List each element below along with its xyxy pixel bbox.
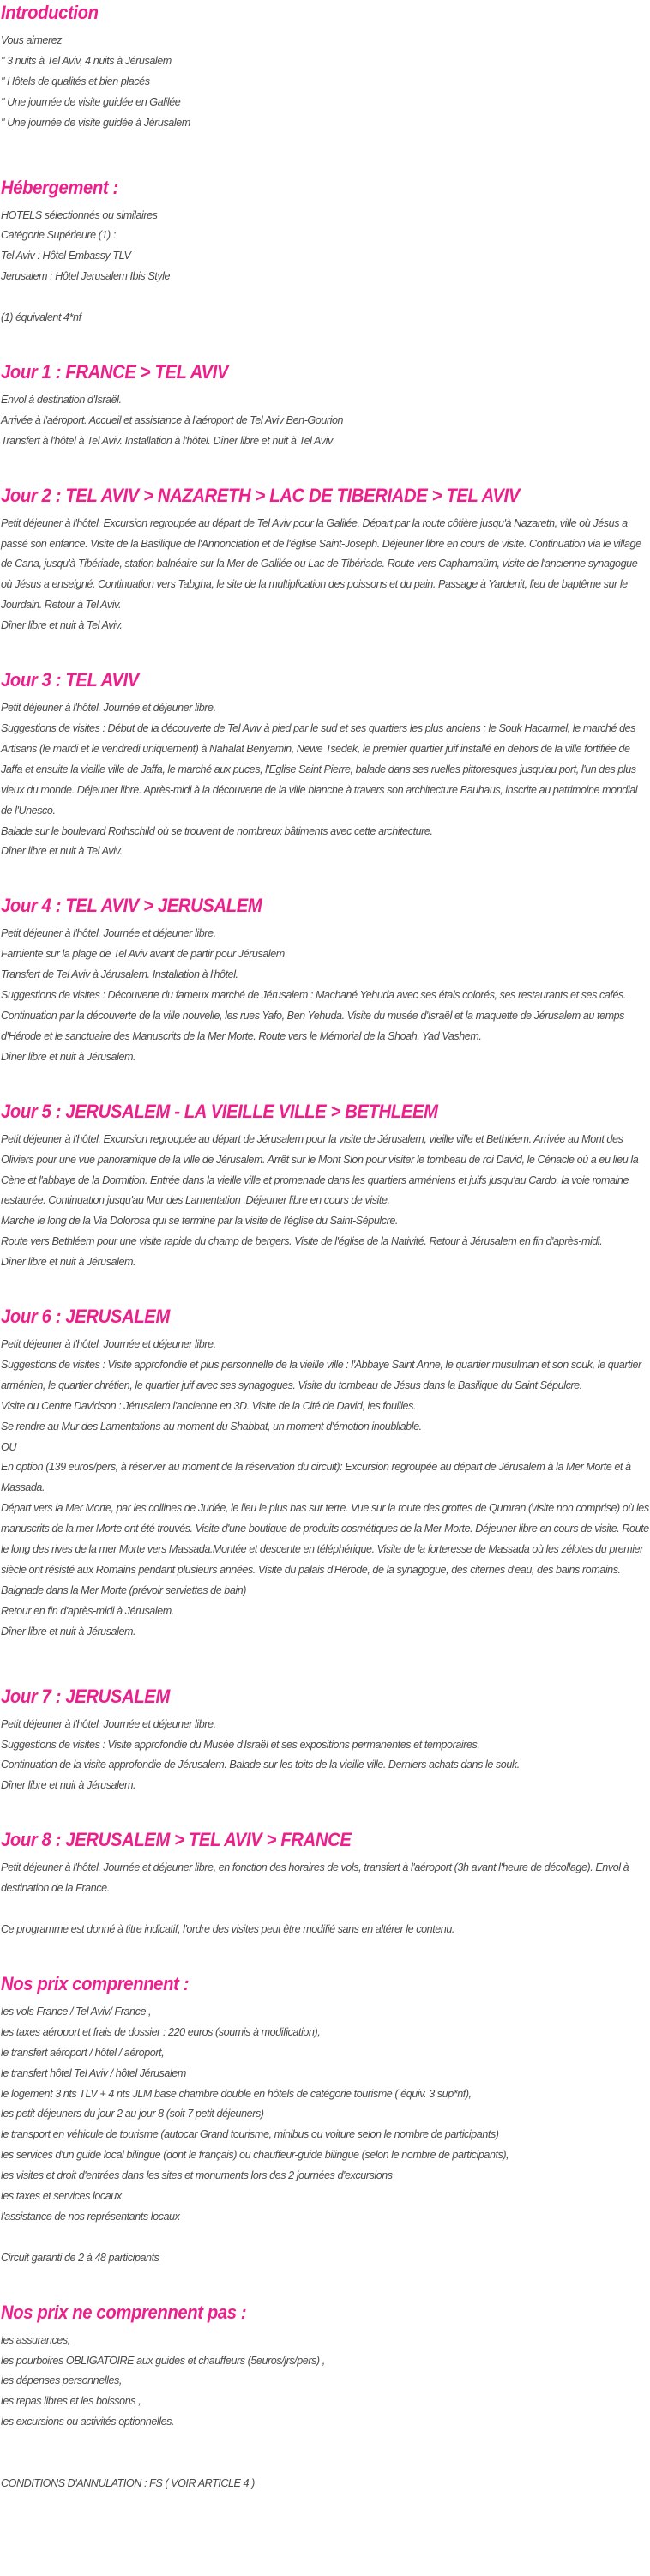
spacer bbox=[1, 862, 650, 893]
included-item: les visites et droit d'entrées dans les sites et monuments lors des 2 journées d'excursions bbox=[1, 2169, 393, 2182]
included-item: les taxes et services locaux bbox=[1, 2190, 122, 2203]
blank-line bbox=[1, 287, 650, 308]
day-2-body bbox=[1, 514, 650, 636]
guarantee-text: Circuit garanti de 2 à 48 participants bbox=[1, 2251, 159, 2264]
blank-line bbox=[1, 2228, 650, 2248]
blank-line bbox=[1, 1899, 650, 1920]
hebergement-line: Catégorie Supérieure (1) : bbox=[1, 229, 116, 242]
blank-line bbox=[1, 2433, 650, 2453]
day-5-section bbox=[1, 1099, 650, 1273]
day-1-title: Jour 1 : FRANCE > TEL AVIV bbox=[1, 360, 229, 383]
day-paragraph: Dîner libre et nuit à Jérusalem. bbox=[1, 1779, 136, 1792]
spacer bbox=[1, 134, 650, 175]
spacer bbox=[1, 452, 650, 483]
spacer bbox=[1, 1068, 650, 1099]
day-paragraph: Petit déjeuner à l'hôtel. Excursion regroupée au départ de Jérusalem pour la visite de Jérusalem, vieille ville et Bethléem. Arrivée au Mont des Oliviers pour une vue panoramique de la ville de Jérusalem. Arrêt sur le Mont Sion pour visiter le tombeau de roi David, le Cénacle où a eu lieu la Cène et l'abbaye de la Dormition. Entrée dans la vieille ville et promenade dans les quartiers arméniens et juifs jusqu'au Cardo, la voie romaine restaurée. Continuation jusqu'au Mur des Lamentation .Déjeuner libre en cours de visite. bbox=[1, 1132, 639, 1207]
not-included-item: les dépenses personnelles, bbox=[1, 2374, 122, 2387]
day-5-body bbox=[1, 1130, 650, 1273]
day-paragraph: En option (139 euros/pers, à réserver au moment de la réservation du circuit): Excursion regroupée au départ de Jérusalem à la Mer Morte et à Massada. bbox=[1, 1461, 631, 1494]
day-4-section bbox=[1, 893, 650, 1067]
day-paragraph: Dîner libre et nuit à Tel Aviv. bbox=[1, 845, 123, 858]
included-item: le transfert hôtel Tel Aviv / hôtel Jérusalem bbox=[1, 2066, 186, 2079]
hebergement-line: HOTELS sélectionnés ou similaires bbox=[1, 208, 158, 221]
included-item: les vols France / Tel Aviv/ France , bbox=[1, 2005, 152, 2018]
day-2-section bbox=[1, 483, 650, 636]
included-section bbox=[1, 1971, 650, 2269]
day-paragraph: Petit déjeuner à l'hôtel. Excursion regroupée au départ de Tel Aviv pour la Galilée. Départ par la route côtière jusqu'à Nazareth, ville où Jésus a passé son enfance. Visite de la Basilique de l'Annonciation et de l'église Saint-Joseph. Déjeuner libre en cours de visite. Continuation via le village de Cana, jusqu'à Tibériade, station balnéaire sur la Mer de Galilée ou Lac de Tibériade. Route vers Capharnaüm, visite de l'ancienne synagogue où Jésus a enseigné. Continuation vers Tabgha, le site de la multiplication des poissons et du pain. Passage à Yardenit, lieu de baptême sur le Jourdain. Retour à Tel Aviv. bbox=[1, 516, 641, 612]
day-paragraph: Retour en fin d'après-midi à Jérusalem. bbox=[1, 1604, 174, 1617]
introduction-line: " Une journée de visite guidée à Jérusalem bbox=[1, 116, 190, 129]
introduction-title: Introduction bbox=[1, 2, 99, 23]
day-paragraph: Dîner libre et nuit à Jérusalem. bbox=[1, 1625, 136, 1638]
included-item: le transport en véhicule de tourisme (autocar Grand tourisme, minibus ou voiture selon le nombre de participants) bbox=[1, 2128, 499, 2141]
hebergement-footnote: (1) équivalent 4*nf bbox=[1, 311, 81, 324]
introduction-line: Vous aimerez bbox=[1, 34, 63, 46]
included-item: les taxes aéroport et frais de dossier : 220 euros (soumis à modification), bbox=[1, 2025, 321, 2038]
introduction-line: " Hôtels de qualités et bien placés bbox=[1, 75, 150, 87]
spacer bbox=[1, 636, 650, 667]
disclaimer-text: Ce programme est donné à titre indicatif, l'ordre des visites peut être modifié sans en altérer le contenu. bbox=[1, 1922, 454, 1935]
day-paragraph: Arrivée à l'aéroport. Accueil et assistance à l'aéroport de Tel Aviv Ben-Gourion bbox=[1, 413, 344, 426]
hebergement-line: Jerusalem : Hôtel Jerusalem Ibis Style bbox=[1, 270, 171, 283]
day-paragraph: Continuation de la visite approfondie de Jérusalem. Balade sur les toits de la vieille ville. Derniers achats dans le souk. bbox=[1, 1759, 520, 1771]
included-list bbox=[1, 2002, 650, 2269]
day-8-section bbox=[1, 1827, 650, 1940]
day-paragraph: Suggestions de visites : Visite approfondie et plus personnelle de la vieille ville : l'Abbaye Saint Anne, le quartier musulman et son souk, le quartier arménien, le quartier chrétien, le quartier juif avec ses synagogues. Visite du tombeau de Jésus dans la Basilique du Saint Sépulcre. bbox=[1, 1358, 641, 1391]
hebergement-section bbox=[1, 175, 650, 329]
day-paragraph: Petit déjeuner à l'hôtel. Journée et déjeuner libre. bbox=[1, 1717, 216, 1730]
day-paragraph: Transfert à l'hôtel à Tel Aviv. Installation à l'hôtel. Dîner libre et nuit à Tel Aviv bbox=[1, 434, 333, 447]
day-paragraph: Farniente sur la plage de Tel Aviv avant de partir pour Jérusalem bbox=[1, 948, 285, 961]
spacer bbox=[1, 2269, 650, 2300]
not-included-item: les pourboires OBLIGATOIRE aux guides et chauffeurs (5euros/jrs/pers) , bbox=[1, 2354, 325, 2367]
included-title: Nos prix comprennent : bbox=[1, 1972, 190, 1994]
hebergement-title: Hébergement : bbox=[1, 176, 118, 198]
day-8-title: Jour 8 : JERUSALEM > TEL AVIV > FRANCE bbox=[1, 1829, 352, 1851]
not-included-list bbox=[1, 2331, 650, 2495]
spacer bbox=[1, 1796, 650, 1827]
day-paragraph: OU bbox=[1, 1440, 16, 1453]
included-item: l'assistance de nos représentants locaux bbox=[1, 2210, 180, 2223]
introduction-line: " Une journée de visite guidée en Galilée bbox=[1, 95, 181, 108]
day-5-title: Jour 5 : JERUSALEM - LA VIEILLE VILLE > BETHLEEM bbox=[1, 1100, 438, 1122]
day-paragraph: Envol à destination d'Israël. bbox=[1, 393, 122, 406]
day-1-body bbox=[1, 390, 650, 452]
blank-line bbox=[1, 2453, 650, 2474]
hebergement-lines bbox=[1, 206, 650, 329]
introduction-line: " 3 nuits à Tel Aviv, 4 nuits à Jérusalem bbox=[1, 54, 172, 67]
day-paragraph: Visite du Centre Davidson : Jérusalem l'ancienne en 3D. Visite de la Cité de David, les fouilles. bbox=[1, 1399, 417, 1412]
day-paragraph: Suggestions de visites : Visite approfondie du Musée d'Israël et ses expositions permanentes et temporaires. bbox=[1, 1738, 480, 1751]
day-paragraph: Petit déjeuner à l'hôtel. Journée et déjeuner libre, en fonction des horaires de vols, transfert à l'aéroport (3h avant l'heure de décollage). Envol à destination de la France. bbox=[1, 1861, 629, 1895]
not-included-section bbox=[1, 2300, 650, 2495]
day-paragraph: Dîner libre et nuit à Jérusalem. bbox=[1, 1256, 136, 1269]
not-included-title: Nos prix ne comprennent pas : bbox=[1, 2301, 247, 2323]
introduction-lines bbox=[1, 31, 650, 134]
included-item: les services d'un guide local bilingue (dont le français) ou chauffeur-guide bilingue (selon le nombre de participants), bbox=[1, 2149, 509, 2162]
day-paragraph: Petit déjeuner à l'hôtel. Journée et déjeuner libre. bbox=[1, 927, 216, 940]
not-included-item: les excursions ou activités optionnelles. bbox=[1, 2416, 175, 2428]
not-included-item: les assurances, bbox=[1, 2333, 70, 2346]
day-paragraph: Départ vers la Mer Morte, par les collines de Judée, le lieu le plus bas sur terre. Vue sur la route des grottes de Qumran (visite non comprise) où les manuscrits de la mer Morte ont été trouvés. Visite d'une boutique de produits cosmétiques de la Mer Morte. Déjeuner libre en cours de visite. Route le long des rives de la mer Morte vers Massada.Montée et descente en téléphérique. Visite de la forteresse de Massada où les zélotes du premier siècle ont résisté aux Romains pendant plusieurs années. Visite du palais d'Hérode, de la synagogue, des citernes d'eau, des bains romains. Baignade dans la Mer Morte (prévoir serviettes de bain) bbox=[1, 1502, 649, 1596]
included-item: les petit déjeuners du jour 2 au jour 8 (soit 7 petit déjeuners) bbox=[1, 2108, 264, 2121]
day-paragraph: Se rendre au Mur des Lamentations au moment du Shabbat, un moment d'émotion inoubliable. bbox=[1, 1420, 422, 1433]
included-item: le logement 3 nts TLV + 4 nts JLM base chambre double en hôtels de catégorie tourisme ( équiv. 3 sup*nf), bbox=[1, 2087, 472, 2100]
day-2-title: Jour 2 : TEL AVIV > NAZARETH > LAC DE TIBERIADE > TEL AVIV bbox=[1, 484, 520, 506]
cancellation-conditions: CONDITIONS D'ANNULATION : FS ( VOIR ARTICLE 4 ) bbox=[1, 2476, 255, 2489]
day-6-title: Jour 6 : JERUSALEM bbox=[1, 1306, 170, 1328]
day-paragraph: Petit déjeuner à l'hôtel. Journée et déjeuner libre. bbox=[1, 1338, 216, 1351]
introduction-section bbox=[1, 0, 650, 134]
day-paragraph: Petit déjeuner à l'hôtel. Journée et déjeuner libre. bbox=[1, 702, 216, 715]
day-4-body bbox=[1, 924, 650, 1067]
hebergement-line: Tel Aviv : Hôtel Embassy TLV bbox=[1, 250, 131, 262]
day-paragraph: Suggestions de visites : Découverte du fameux marché de Jérusalem : Machané Yehuda avec ses étals colorés, ses restaurants et ses cafés. Continuation par la découverte de la ville nouvelle, les rues Yafo, Ben Yehuda. Visite du musée d'Israël et la maquette de Jérusalem au temps d'Hérode et le sanctuaire des Manuscrits de la Mer Morte. Route vers le Mémorial de la Shoah, Yad Vashem. bbox=[1, 989, 626, 1042]
day-6-section bbox=[1, 1304, 650, 1643]
day-6-body bbox=[1, 1335, 650, 1643]
day-7-title: Jour 7 : JERUSALEM bbox=[1, 1685, 170, 1707]
day-paragraph: Marche le long de la Via Dolorosa qui se termine par la visite de l'église du Saint-Sépulcre. bbox=[1, 1215, 398, 1228]
day-paragraph: Transfert de Tel Aviv à Jérusalem. Installation à l'hôtel. bbox=[1, 968, 238, 981]
day-1-section bbox=[1, 359, 650, 452]
day-paragraph: Dîner libre et nuit à Jérusalem. bbox=[1, 1050, 136, 1063]
day-7-body bbox=[1, 1715, 650, 1797]
day-7-section bbox=[1, 1684, 650, 1797]
day-paragraph: Dîner libre et nuit à Tel Aviv. bbox=[1, 619, 123, 632]
spacer bbox=[1, 1940, 650, 1971]
day-3-section bbox=[1, 667, 650, 862]
day-3-body bbox=[1, 698, 650, 862]
spacer bbox=[1, 1643, 650, 1684]
day-paragraph: Route vers Bethléem pour une visite rapide du champ de bergers. Visite de l'église de la Nativité. Retour à Jérusalem en fin d'après-midi. bbox=[1, 1235, 603, 1248]
day-3-title: Jour 3 : TEL AVIV bbox=[1, 669, 139, 691]
day-8-body bbox=[1, 1858, 650, 1940]
day-paragraph: Suggestions de visites : Début de la découverte de Tel Aviv à pied par le sud et ses quartiers les plus anciens : le Souk Hacarmel, le marché des Artisans (le mardi et le vendredi uniquement) à Nahalat Benyamin, Newe Tsedek, le premier quartier juif installé en dehors de la ville fortifiée de Jaffa et ensuite la vieille ville de Jaffa, le marché aux puces, l'Eglise Saint Pierre, balade dans ses ruelles pittoresques jusqu'au port, l'un des plus vieux du monde. Déjeuner libre. Après-midi à la découverte de la ville blanche à travers son architecture Bauhaus, inscrite au patrimoine mondial de l'Unesco. bbox=[1, 722, 638, 817]
included-item: le transfert aéroport / hôtel / aéroport, bbox=[1, 2046, 165, 2059]
spacer bbox=[1, 1273, 650, 1304]
day-4-title: Jour 4 : TEL AVIV > JERUSALEM bbox=[1, 895, 262, 917]
day-paragraph: Balade sur le boulevard Rothschild où se trouvent de nombreux bâtiments avec cette architecture. bbox=[1, 824, 433, 837]
not-included-item: les repas libres et les boissons , bbox=[1, 2395, 141, 2408]
spacer bbox=[1, 329, 650, 359]
